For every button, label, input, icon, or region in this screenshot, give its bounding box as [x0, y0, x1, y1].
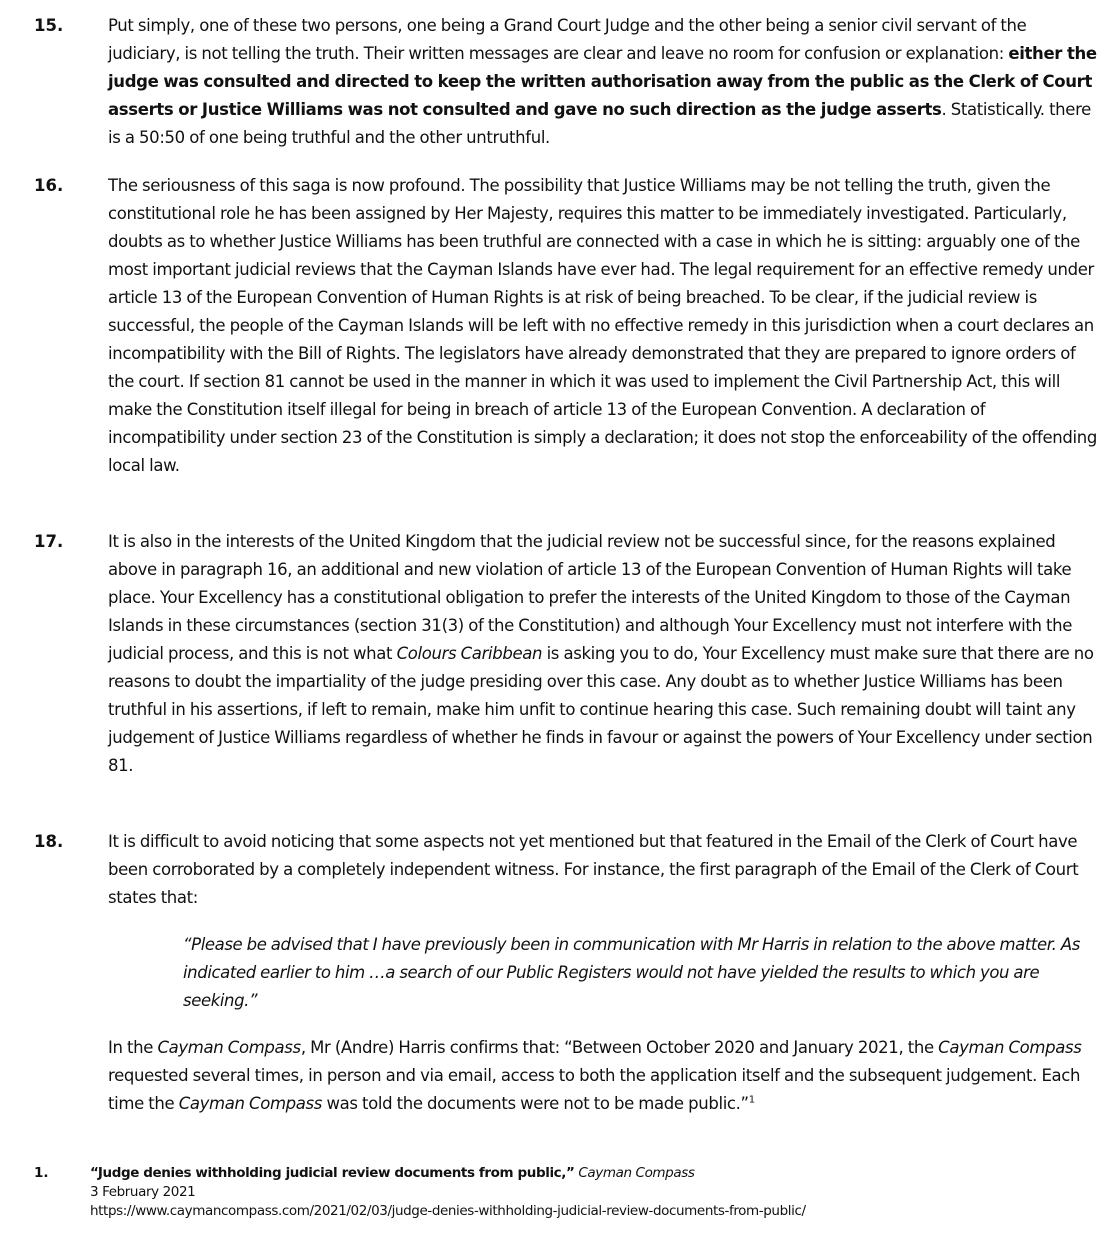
text-segment: , Mr (Andre) Harris confirms that: “Between October 2020 and January 2021, the [300, 1038, 939, 1057]
footnote-source: Cayman Compass [578, 1165, 695, 1181]
text-segment: is asking you to do, Your Excellency must make sure that there are no reasons to doubt the impartiality of the judge presiding over this case. Any doubt as to whether Justice Williams has been truthful in his assertions, if left to remain, make him unfit to continue hearing this case. Such remaining doubt will taint any judgement of Justice Williams regardless of whether he finds in favour or against the powers of Your Excellency under section 81. [108, 644, 1094, 775]
paragraph-text: It is difficult to avoid noticing that some aspects not yet mentioned but that featured in the Email of the Clerk of Court have been corroborated by a completely independent witness. For instance, the first paragraph of the Email of the Clerk of Court states that: [108, 832, 1079, 907]
text-segment: requested several times, in person and via email, access to both the application itself and the subsequent judgement. Each time the [108, 1066, 1081, 1113]
paragraph-number: 15. [34, 16, 64, 35]
bold-emphasis: either the judge was consulted and directed to keep the written authorisation away from the public as the Clerk of Court asserts or Justice Williams was not consulted and gave no such direction as the judge asserts [108, 44, 1097, 119]
paragraph-text [108, 528, 1098, 780]
text-segment: In the [108, 1038, 158, 1057]
paragraph-number: 18. [34, 832, 64, 851]
footnote-title: “Judge denies withholding judicial review documents from public,” [90, 1165, 575, 1181]
footnote-number: 1. [34, 1165, 49, 1181]
block-quote: “Please be advised that I have previously been in communication with Mr Harris in relation to the above matter. As indicated earlier to him …a search of our Public Registers would not have yielded the results to which you are seeking.” [183, 935, 1080, 1010]
footnote-url[interactable]: https://www.caymancompass.com/2021/02/03/judge-denies-withholding-judicial-review-documents-from-public/ [90, 1203, 806, 1219]
text-segment: It is also in the interests of the United Kingdom that the judicial review not be successful since, for the reasons explained above in paragraph 16, an additional and new violation of article 13 of the European Convention of Human Rights will take place. Your Excellency has a constitutional obligation to prefer the interests of the United Kingdom to those of the Cayman Islands in these circumstances (section 31(3) of the Constitution) and although Your Excellency must not interfere with the judicial process, and this is not what [108, 532, 1072, 663]
publication-name: Cayman Compass [157, 1038, 301, 1057]
text-segment: . Statistically. there is a 50:50 of one being truthful and the other untruthful. [108, 100, 1091, 147]
organisation-name: Colours Caribbean [396, 644, 543, 663]
footnote-reference[interactable]: 1 [748, 1094, 755, 1106]
paragraph-text: The seriousness of this saga is now profound. The possibility that Justice Williams may be not telling the truth, given the constitutional role he has been assigned by Her Majesty, requires this matter to be immediately investigated. Particularly, doubts as to whether Justice Williams has been truthful are connected with a case in which he is sitting: arguably one of the most important judicial reviews that the Cayman Islands have ever had. The legal requirement for an effective remedy under article 13 of the European Convention of Human Rights is at risk of being breached. To be clear, if the judicial review is successful, the people of the Cayman Islands will be left with no effective remedy in this jurisdiction when a court declares an incompatibility with the Bill of Rights. The legislators have already demonstrated that they are prepared to ignore orders of the court. If section 81 cannot be used in the manner in which it was used to implement the Civil Partnership Act, this will make the Constitution itself illegal for being in breach of article 13 of the European Convention. A declaration of incompatibility under section 23 of the Constitution is simply a declaration; it does not stop the enforceability of the offending local law. [108, 176, 1097, 475]
text-segment: was told the documents were not to be made public.” [322, 1094, 749, 1113]
publication-name: Cayman Compass [178, 1094, 323, 1113]
paragraph-text [108, 12, 1098, 152]
paragraph-number: 16. [34, 176, 64, 195]
text-segment: Put simply, one of these two persons, one being a Grand Court Judge and the other being a senior civil servant of the judiciary, is not telling the truth. Their written messages are clear and leave no room for confusion or explanation: [108, 16, 1027, 63]
publication-name: Cayman Compass [938, 1038, 1082, 1057]
footnote-citation [90, 1164, 695, 1182]
footnote-date: 3 February 2021 [90, 1184, 196, 1200]
follow-up-text [108, 1034, 1098, 1118]
paragraph-number: 17. [34, 532, 64, 551]
